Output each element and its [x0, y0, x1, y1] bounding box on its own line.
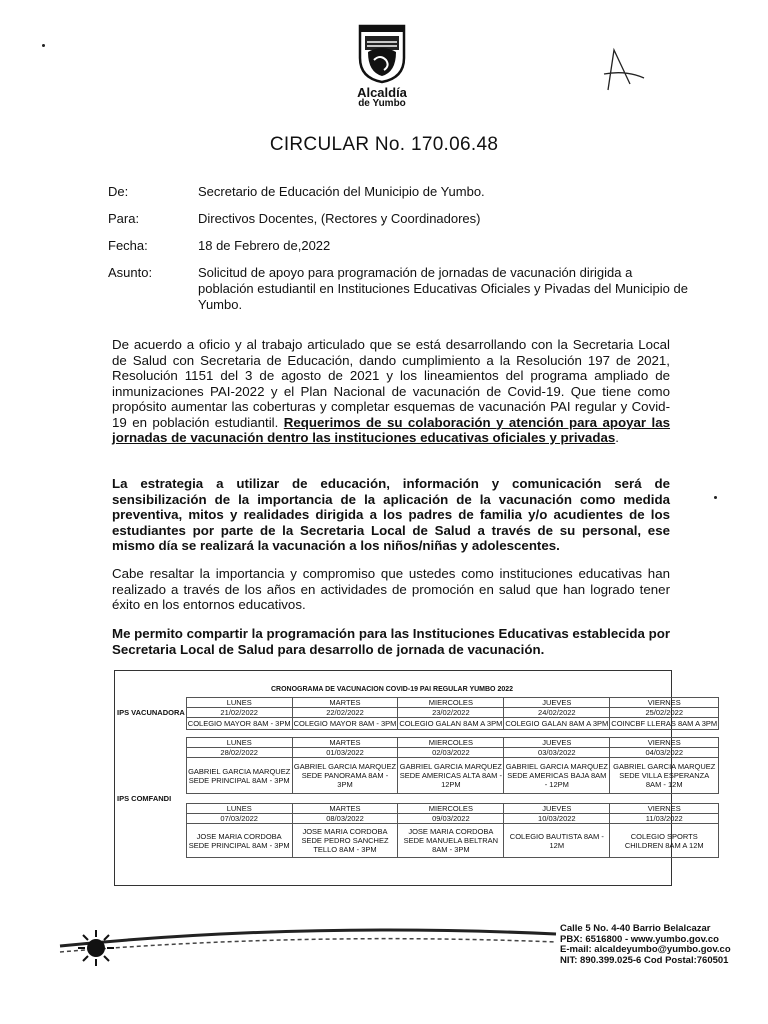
date-cell: 03/03/2022 [504, 748, 610, 758]
place-cell: JOSE MARIA CORDOBA SEDE PRINCIPAL 8AM - 3PM [186, 824, 292, 858]
schedule-title: CRONOGRAMA DE VACUNACION COVID-19 PAI REGULAR YUMBO 2022 [270, 686, 514, 693]
day-cell: JUEVES [504, 738, 610, 748]
org-subname: de Yumbo [358, 98, 406, 109]
date-cell: 21/02/2022 [186, 708, 292, 718]
day-cell: LUNES [186, 804, 292, 814]
date-cell: 01/03/2022 [292, 748, 398, 758]
table-row [116, 748, 719, 758]
paragraph-1 [112, 337, 670, 446]
place-cell: GABRIEL GARCIA MARQUEZ SEDE VILLA ESPERANZA 8AM - 12M [610, 758, 719, 794]
from-label: De: [108, 184, 129, 199]
date-cell: 24/02/2022 [504, 708, 610, 718]
date-cell: 28/02/2022 [186, 748, 292, 758]
paragraph-1-request: Requerimos de su colaboración y atención para apoyar las jornadas de vacunación dentro las instituciones educativas oficiales y privadas [112, 414, 671, 445]
place-cell: COINCBF LLERAS 8AM A 3PM [611, 719, 718, 728]
date-label: Fecha: [108, 238, 148, 253]
coat-of-arms-icon [356, 22, 408, 84]
date-cell: 09/03/2022 [398, 814, 504, 824]
day-cell: MARTES [292, 698, 398, 708]
place-cell: GABRIEL GARCIA MARQUEZ SEDE PANORAMA 8AM - 3PM [292, 758, 398, 794]
sun-emblem-icon [78, 930, 114, 966]
day-cell: MARTES [292, 738, 398, 748]
footer-email: E-mail: alcaldeyumbo@yumbo.gov.co [560, 944, 731, 955]
place-cell: GABRIEL GARCIA MARQUEZ SEDE AMERICAS ALTA 8AM - 12PM [398, 758, 504, 794]
date-cell: 11/03/2022 [610, 814, 719, 824]
circular-title: CIRCULAR No. 170.06.48 [269, 134, 499, 155]
table-row [116, 794, 719, 804]
day-cell: LUNES [186, 698, 292, 708]
day-cell: JUEVES [504, 698, 610, 708]
table-row [116, 738, 719, 748]
table-row [116, 824, 719, 858]
alcaldia-logo [350, 22, 414, 109]
date-cell: 04/03/2022 [610, 748, 719, 758]
footer-contact [560, 924, 768, 966]
place-cell: COLEGIO MAYOR 8AM - 3PM [293, 719, 397, 728]
footer-phone-web: PBX: 6516800 - www.yumbo.gov.co [560, 933, 719, 945]
day-cell: VIERNES [610, 738, 719, 748]
day-cell: MIERCOLES [398, 698, 504, 708]
paragraph-3: Cabe resaltar la importancia y compromiso que ustedes como instituciones educativas han realizado a través de los años en actividades de promoción en salud que han logrado tener éxito en los entornos educativos. [112, 566, 670, 612]
to-value: Directivos Docentes, (Rectores y Coordinadores) [198, 211, 481, 226]
to-label: Para: [108, 211, 140, 226]
day-cell: VIERNES [610, 698, 719, 708]
date-cell: 23/02/2022 [398, 708, 504, 718]
date-cell: 22/02/2022 [292, 708, 398, 718]
place-cell: COLEGIO BAUTISTA 8AM - 12M [504, 824, 610, 858]
handwritten-mark [600, 44, 648, 94]
place-cell: GABRIEL GARCIA MARQUEZ SEDE AMERICAS BAJA 8AM - 12PM [504, 758, 610, 794]
date-cell: 25/02/2022 [610, 708, 719, 718]
date-cell: 10/03/2022 [504, 814, 610, 824]
row-label-ips-vacunadora: IPS VACUNADORA [117, 708, 185, 717]
table-row [116, 708, 719, 718]
subject-value: Solicitud de apoyo para programación de jornadas de vacunación dirigida a población estudiantil en Instituciones Educativas Oficiales y Pivadas del Municipio de Yumbo. [198, 265, 688, 312]
place-cell: GABRIEL GARCIA MARQUEZ SEDE PRINCIPAL 8AM - 3PM [186, 758, 292, 794]
date-cell: 07/03/2022 [186, 814, 292, 824]
date-cell: 02/03/2022 [398, 748, 504, 758]
table-row [116, 758, 719, 794]
org-name: Alcaldía [357, 85, 407, 100]
date-cell: 08/03/2022 [292, 814, 398, 824]
day-cell: MIERCOLES [398, 804, 504, 814]
paragraph-1-text: De acuerdo a oficio y al trabajo articulado que se está desarrollando con la Secretaria Local de Salud con Secretaria de Educación, dando cumplimiento a la Resolución 197 de 2021, Resolución 1151 del 3 de agosto de 2021 y los lineamientos del programa ampliado de inmunizaciones PAI-2022 y el Plan Nacional de vacunación de Covid-19. Que tiene como propósito aumentar las coberturas y completar esquemas de vacunación PAI regular y Covid-19 en población estudiantil. [112, 337, 670, 430]
subject-label: Asunto: [108, 265, 153, 280]
paragraph-1-end: . [615, 430, 619, 445]
table-row [116, 718, 719, 730]
table-row [116, 814, 719, 824]
footer-wave [0, 912, 560, 982]
table-row [116, 804, 719, 814]
place-cell: JOSE MARIA CORDOBA SEDE MANUELA BELTRAN 8AM - 3PM [398, 824, 504, 858]
date-value: 18 de Febrero de,2022 [198, 238, 331, 253]
place-cell: COLEGIO SPORTS CHILDREN 8AM A 12M [610, 824, 719, 858]
place-cell: COLEGIO GALAN 8AM A 3PM [399, 719, 503, 728]
table-row [116, 698, 719, 708]
paragraph-2: La estrategia a utilizar de educación, información y comunicación será de sensibilización de la importancia de la aplicación de la vacunación como medida preventiva, mitos y realidades dirigida a los padres de familia y/o acudientes de los estudiantes por parte de la Secretaria Local de Salud a través de su personal, ese mismo día se realizará la vacunación a los niños/niñas y adolescentes. [112, 476, 670, 553]
row-label-ips-comfandi: IPS COMFANDI [117, 794, 172, 803]
place-cell: JOSE MARIA CORDOBA SEDE PEDRO SANCHEZ TELLO 8AM - 3PM [292, 824, 398, 858]
footer-nit: NIT: 890.399.025-6 Cod Postal:760501 [560, 954, 729, 966]
day-cell: MIERCOLES [398, 738, 504, 748]
paragraph-4: Me permito compartir la programación para las Instituciones Educativas establecida por Secretaria Local de Salud para desarrollo de jornada de vacunación. [112, 626, 670, 657]
place-cell: COLEGIO MAYOR 8AM - 3PM [187, 719, 291, 728]
day-cell: JUEVES [504, 804, 610, 814]
schedule-table [116, 697, 719, 858]
day-cell: LUNES [186, 738, 292, 748]
footer-address: Calle 5 No. 4-40 Barrio Belalcazar [560, 923, 711, 934]
day-cell: VIERNES [610, 804, 719, 814]
day-cell: MARTES [292, 804, 398, 814]
place-cell: COLEGIO GALAN 8AM A 3PM [505, 719, 609, 728]
from-value: Secretario de Educación del Municipio de Yumbo. [198, 184, 485, 199]
